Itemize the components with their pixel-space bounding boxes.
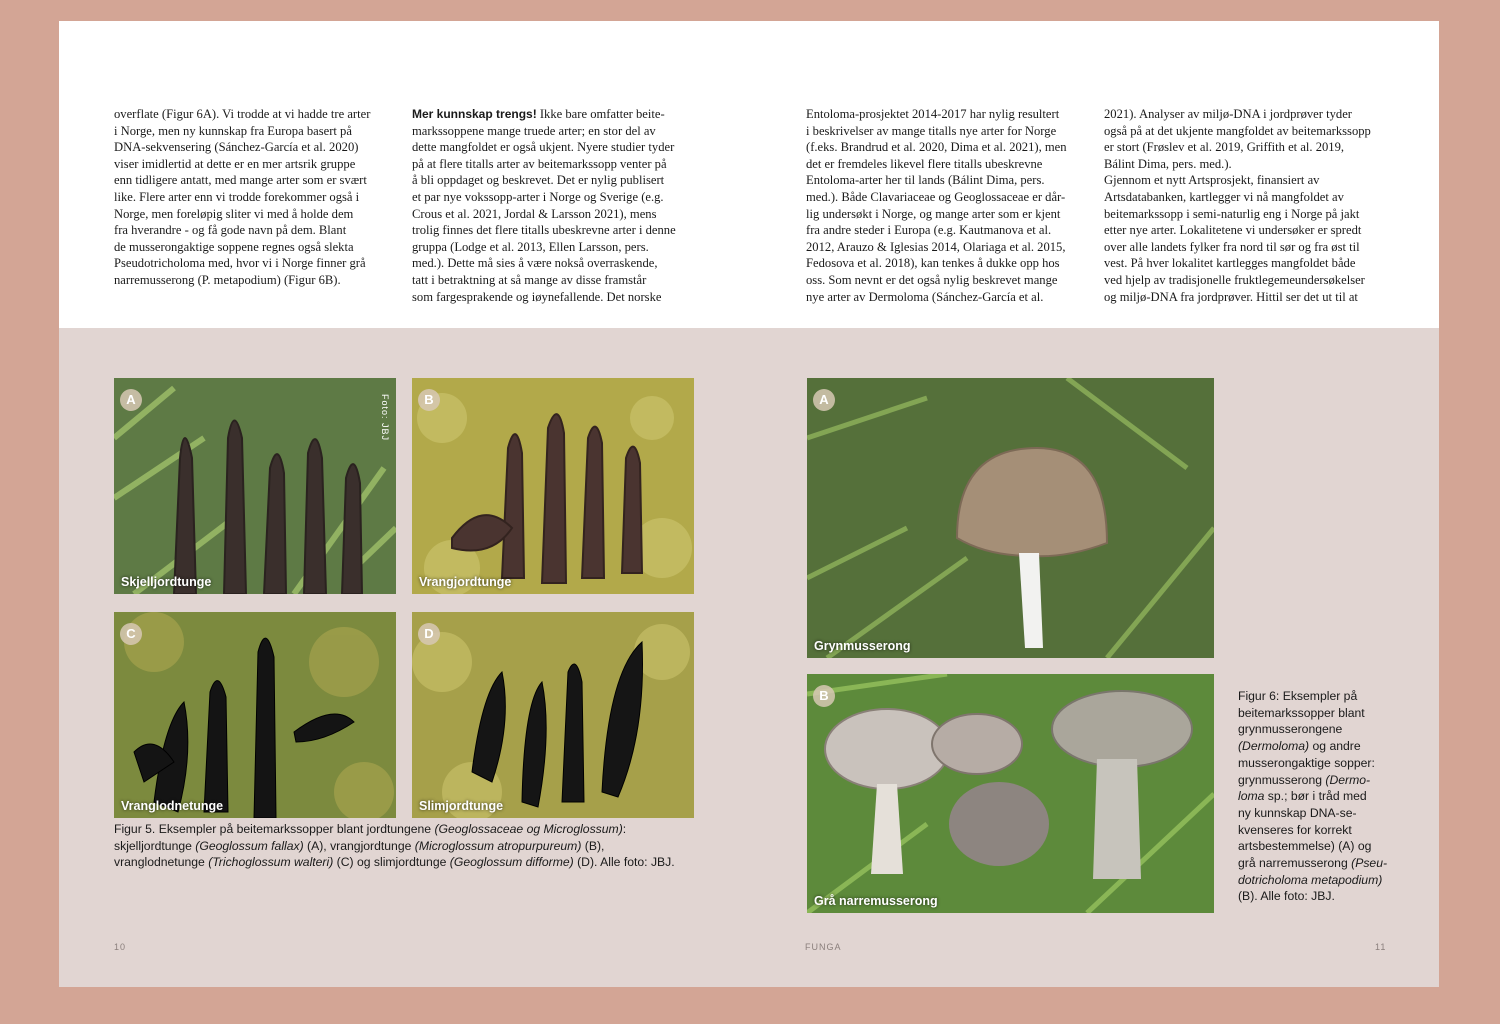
photo-label: Slimjordtunge [419,799,504,813]
caption-text: Eksempler på beitemarkssopper blant grynmusserongene [1238,689,1365,737]
figure-5-caption [114,821,704,871]
caption-taxon: (Pseu- dotricholoma metapodium) [1238,856,1388,887]
caption-text: sp.; bør i tråd med ny kunnskap DNA-se- kvenseres for korrekt artsbestemmelse) (A) og grå narremusserong [1238,789,1372,871]
page-number-right: 11 [1375,942,1387,952]
photo-label: Vrangjordtunge [419,575,512,589]
mushroom-photo-a [807,378,1214,658]
text-column-1: overflate (Figur 6A). Vi trodde at vi hadde tre arter i Norge, men ny kunnskap fra Europa basert på DNA-sekvensering (Sánchez-García et al. 2020) viser imidlertid at dette er en mer artsrik gruppe enn tidligere antatt, med mange arter som er svært like. Flere arter enn vi trodde forekommer også i Norge, men foreløpig sliter vi med å holde dem fra hverandre - og få gode navn på dem. Blant de musserongaktige soppene regnes også slekta Pseudotricholoma med, hvor vi i Norge finner grå narremusserong (P. metapodium) (Figur 6B). [114,107,371,287]
caption-text: Eksempler på beitemarkssopper blant jordtungene [155,822,435,836]
column-2-body: Ikke bare omfatter beite- markssoppene mange truede arter; en stor del av dette mangfoldet er også ukjent. Nyere studier tyder på at flere titalls arter av beitemarkssopp venter på å bli oppdaget og beskrevet. Det er nylig publisert et par nye vokssopp-arter i Norge og Sverige (e.g. Crous et al. 2021, Jordal & Larsson 2021), mens trolig finnes det flere titalls ubeskrevne arter i denne gruppa (Lodge et al. 2013, Ellen Larsson, pers. med.). Dette må sies å være nokså overraskende, tatt i betraktning at så mange av disse framstår som fargesprakende og iøynefallende. Det norske [412,107,676,304]
caption-lead: Figur 6: [1238,689,1280,703]
caption-text: (B), [581,838,605,853]
caption-taxon: (Geoglossaceae og Microglossum) [434,822,623,836]
photo-badge: D [418,623,440,645]
caption-text: : [622,822,627,836]
caption-taxon: (Trichoglossum walteri) [208,855,334,870]
caption-text: (A), vrangjordtunge [303,838,415,853]
fungus-photo-d [412,612,694,818]
figure-6-caption [1238,688,1398,905]
caption-text: vranglodnetunge [114,855,209,870]
caption-taxon: (Dermoloma) [1238,739,1310,754]
fungus-photo-a [114,378,396,594]
photo-badge: A [813,389,835,411]
fungus-photo-c [114,612,396,818]
caption-taxon: (Geoglossum fallax) [195,838,304,853]
caption-taxon: (Microglossum atropurpureum) [414,838,582,853]
caption-text: (B). Alle foto: JBJ. [1238,889,1335,904]
text-column-3: Entoloma-prosjektet 2014-2017 har nylig resultert i beskrivelser av mange titalls nye arter for Norge (f.eks. Brandrud et al. 2020, Dima et al. 2021), men det er fremdeles likevel flere titalls ubeskrevne Entoloma-arter her til lands (Bálint Dima, pers. med.). Både Clavariaceae og Geoglossaceae er dår- lig undersøkt i Norge, og mange arter som er kjent fra andre steder i Europa (e.g. Kautmanova et al. 2012, Arauzo & Iglesias 2014, Olariaga et al. 2015, Fedosova et al. 2018), kan tenkes å dukke opp hos oss. Som nevnt er det også nylig beskrevet mange nye arter av Dermoloma (Sánchez-García et al. [806,107,1067,304]
section-heading: Mer kunnskap trengs! [412,107,537,121]
page-number-left: 10 [114,942,127,952]
text-column-2 [412,106,702,305]
photo-label: Vranglodnetunge [121,799,224,813]
mushroom-photo-b [807,674,1214,913]
photo-skjelljordtunge [114,378,396,594]
caption-taxon: (Dermo- loma [1238,772,1371,804]
caption-lead: Figur 5. [114,822,156,836]
running-title: FUNGA [805,942,842,952]
photo-badge: B [418,389,440,411]
caption-text: skjelljordtunge [114,838,196,853]
caption-text: og andre musserongaktige sopper: grynmusserong [1238,739,1375,787]
caption-taxon: (Geoglossum difforme) [449,855,574,870]
photo-vrangjordtunge [412,378,694,594]
photo-label: Grynmusserong [814,639,911,653]
photo-label: Skjelljordtunge [121,575,212,589]
fungus-photo-b [412,378,694,594]
photo-gra-narremusserong [807,674,1214,913]
magazine-spread [59,21,1439,987]
photo-slimjordtunge [412,612,694,818]
text-column-4: 2021). Analyser av miljø-DNA i jordprøver tyder også på at det ukjente mangfoldet av beitemarkssopp er stort (Frøslev et al. 2019, Griffith et al. 2019, Bálint Dima, pers. med.). Gjennom et nytt Artsprosjekt, finansiert av Artsdatabanken, kartlegger vi nå mangfoldet av beitemarkssopp i semi-naturlig eng i Norge på jakt etter nye arter. Lokalitetene vi undersøker er spredt over alle landets fylker fra nord til sør og fra øst til vest. På hver lokalitet kartlegges mangfoldet både ved hjelp av tradisjonelle fruktlegemeundersøkelser og miljø-DNA fra jordprøver. Hittil ser det ut til at [1104,107,1371,304]
caption-text: (C) og slimjordtunge [333,855,450,870]
photo-badge: C [120,623,142,645]
photo-label: Grå narremusserong [814,894,938,908]
photo-grynmusserong [807,378,1214,658]
photo-vranglodnetunge [114,612,396,818]
photo-credit: Foto: JBJ [380,394,390,442]
photo-badge: A [120,389,142,411]
caption-text: (D). Alle foto: JBJ. [573,855,675,870]
photo-badge: B [813,685,835,707]
